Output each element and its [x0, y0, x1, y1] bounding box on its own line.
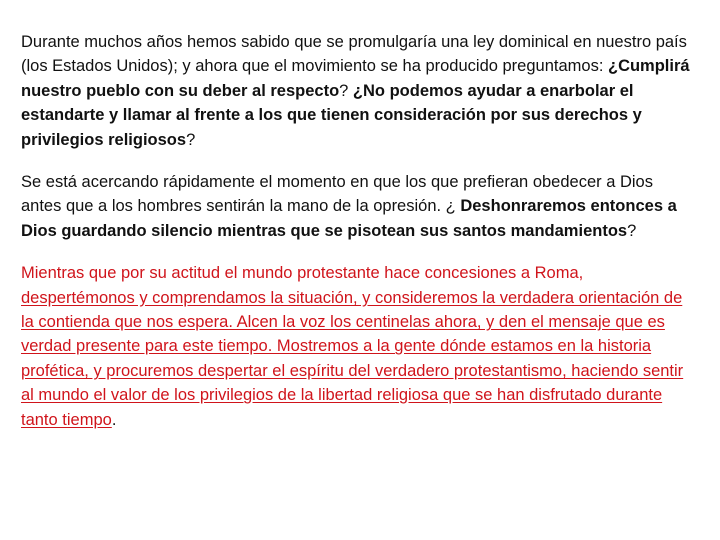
- paragraph-1-question-standard: ¿No podemos ayudar a enarbolar el estandarte y llamar al frente a los que tienen consideración por sus derechos y privilegios religiosos: [21, 81, 642, 149]
- paragraph-3-lead: Mientras que por su actitud el mundo protestante hace concesiones a Roma,: [21, 264, 584, 283]
- paragraph-3-underlined-text: despertémonos y comprendamos la situación, y consideremos la verdadera orientación de la contienda que nos espera. Alcen la voz los centinelas ahora, y den el mensaje que es verdad presente para este tiempo. Mostremos a la gente dónde estamos en la historia profética, y procuremos despertar el espíritu del verdadero protestantismo, haciendo sentir al mundo el valor de los privilegios de la libertad religiosa que se han disfrutado durante tanto tiempo: [21, 288, 684, 429]
- paragraph-call-to-action: [21, 261, 691, 432]
- paragraph-1-mark-1: ?: [339, 81, 353, 100]
- paragraph-2-mark: ?: [627, 221, 637, 240]
- paragraph-1-mark-2: ?: [186, 130, 196, 149]
- paragraph-2-question-silence: Deshonraremos entonces a Dios guardando silencio mientras que se pisotean sus santos mandamientos: [21, 197, 677, 240]
- paragraph-1-question-duty: ¿Cumplirá nuestro pueblo con su deber al respecto: [21, 57, 690, 100]
- slide-body: [21, 30, 691, 450]
- paragraph-oppression: [21, 170, 691, 243]
- paragraph-sunday-law: [21, 30, 691, 152]
- paragraph-2-intro: Se está acercando rápidamente el momento en que los que prefieran obedecer a Dios antes que a los hombres sentirán la mano de la opresión. ¿: [21, 173, 653, 216]
- paragraph-3-end: .: [111, 410, 117, 429]
- paragraph-1-intro: Durante muchos años hemos sabido que se promulgaría una ley dominical en nuestro país (los Estados Unidos); y ahora que el movimiento se ha producido preguntamos:: [21, 33, 687, 76]
